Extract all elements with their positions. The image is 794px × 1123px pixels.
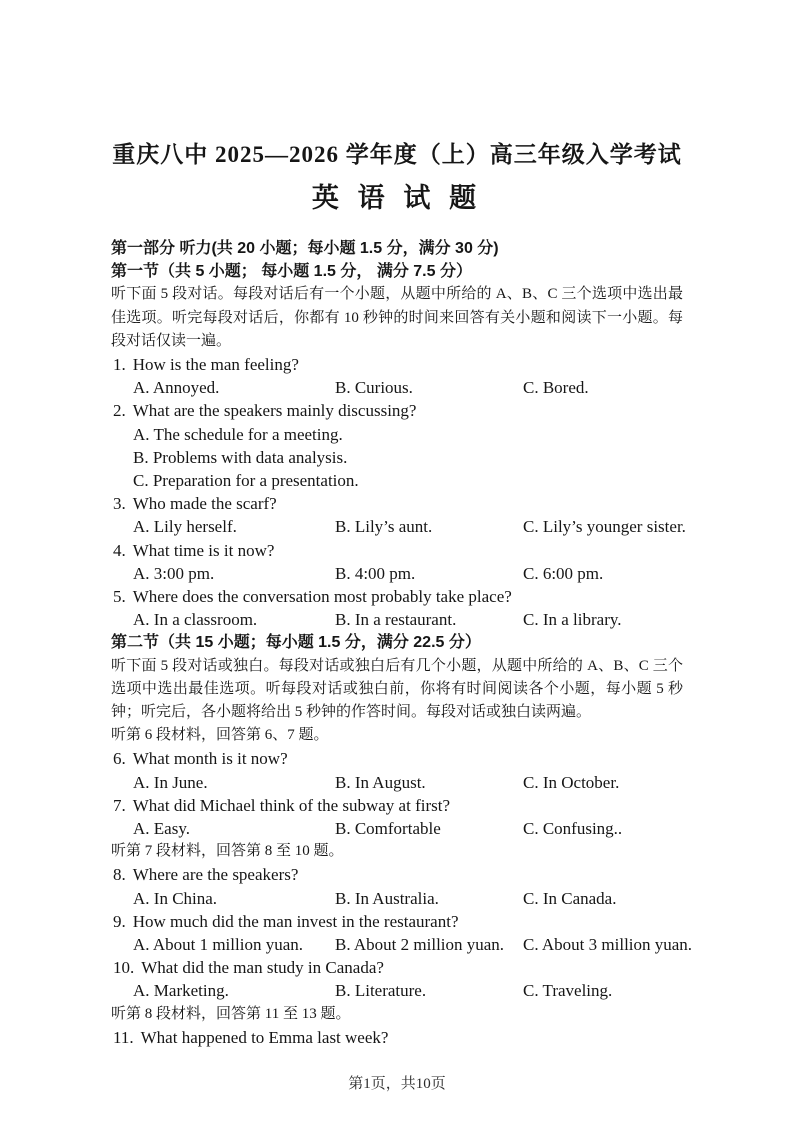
option-c: C. Lily’s younger sister. [523,517,686,537]
option-b: B. Curious. [335,378,413,398]
option-a: A. Lily herself. [133,517,237,537]
question-text: What did the man study in Canada? [141,958,384,978]
option-b: B. Problems with data analysis. [133,447,348,467]
listening-cue-6-7: 听第 6 段材料，回答第 6、7 题。 [111,727,329,744]
option-a: A. 3:00 pm. [133,563,215,583]
option-c: C. Traveling. [523,981,613,1001]
option-a: A. About 1 million yuan. [133,934,303,954]
section2-heading: 第二节（共 15 小题；每小题 1.5 分，满分 22.5 分） [111,634,481,652]
question-text: What did Michael think of the subway at first? [132,795,450,815]
question-number: 2. [113,401,126,421]
exam-body [111,237,693,1049]
question-10 [111,956,683,979]
question-3-options [111,515,686,538]
paper-title: 英 语 试 题 [311,183,483,213]
question-number: 11. [113,1027,134,1047]
question-8 [111,863,683,886]
question-text: Who made the scarf? [132,494,277,514]
listening-cue-8-10: 听第 7 段材料，回答第 8 至 10 题。 [111,843,344,860]
question-9-options [111,933,693,956]
option-a: A. In June. [133,772,208,792]
option-b: B. In Australia. [335,888,439,908]
option-b: B. Comfortable [335,818,441,838]
option-c: C. In a library. [523,610,622,630]
option-a: A. In a classroom. [133,610,258,630]
question-3 [111,492,683,515]
question-11 [111,1026,683,1049]
option-a: A. The schedule for a meeting. [133,424,343,444]
question-number: 5. [113,586,126,606]
listening-cue-11-13: 听第 8 段材料，回答第 11 至 13 题。 [111,1005,351,1022]
option-c: C. In October. [523,772,620,792]
question-number: 4. [113,540,126,560]
question-9 [111,910,683,933]
question-number: 6. [113,749,126,769]
question-number: 7. [113,795,126,815]
question-8-options [111,887,683,910]
question-number: 8. [113,865,126,885]
exam-title: 重庆八中 2025—2026 学年度（上）高三年级入学考试 [112,142,682,167]
question-2 [111,399,683,422]
option-c: C. In Canada. [523,888,617,908]
question-10-options [111,979,683,1002]
question-number: 9. [113,911,126,931]
option-b: B. Literature. [335,981,427,1001]
option-a: A. In China. [133,888,218,908]
option-a: A. Marketing. [133,981,229,1001]
option-c: C. 6:00 pm. [523,563,604,583]
question-number: 1. [113,355,126,374]
option-b: B. About 2 million yuan. [335,934,505,954]
question-1-options [111,376,683,399]
question-text: Where does the conversation most probably take place? [132,586,512,606]
question-text: How much did the man invest in the restaurant? [132,911,459,931]
question-5 [111,585,683,608]
question-1 [111,353,683,376]
option-b: B. Lily’s aunt. [335,517,433,537]
question-7-options [111,817,683,840]
option-a: A. Easy. [133,818,190,838]
option-c: C. Preparation for a presentation. [133,471,359,490]
question-4-options [111,562,683,585]
question-6 [111,747,683,770]
question-text: Where are the speakers? [132,865,299,885]
page-footer: 第1页，共10页 [348,1076,446,1092]
option-b: B. In a restaurant. [335,610,457,630]
question-4 [111,539,683,562]
question-6-options [111,771,683,794]
question-number: 10. [113,958,135,978]
option-c: C. Confusing.. [523,818,623,838]
part1-heading: 第一部分 听力(共 20 小题；每小题 1.5 分，满分 30 分) [111,240,499,257]
option-b: B. In August. [335,772,426,792]
question-5-options [111,608,683,631]
question-text: How is the man feeling? [132,355,299,374]
question-text: What month is it now? [132,749,288,769]
option-c: C. About 3 million yuan. [523,934,693,954]
question-number: 3. [113,494,126,514]
option-b: B. 4:00 pm. [335,563,416,583]
section1-heading: 第一节（共 5 小题； 每小题 1.5 分， 满分 7.5 分） [111,263,472,281]
question-7 [111,794,683,817]
option-a: A. Annoyed. [133,378,220,398]
section1-instructions: 听下面 5 段对话。每段对话后有一个小题，从题中所给的 A、B、C 三个选项中选出最佳选项。听完每段对话后，你都有 10 秒钟的时间来回答有关小题和阅读下一小题。每段对话仅读一遍。 [111,286,683,349]
section2-instructions: 听下面 5 段对话或独白。每段对话或独白后有几个小题，从题中所给的 A、B、C 三个选项中选出最佳选项。听每段对话或独白前，你将有时间阅读各个小题，每小题 5 秒钟；听完后，各小题将给出 5 秒钟的作答时间。每段对话或独白读两遍。 [111,657,683,720]
question-text: What are the speakers mainly discussing? [132,401,417,421]
question-text: What time is it now? [132,540,275,560]
option-c: C. Bored. [523,378,589,398]
question-text: What happened to Emma last week? [140,1027,389,1047]
